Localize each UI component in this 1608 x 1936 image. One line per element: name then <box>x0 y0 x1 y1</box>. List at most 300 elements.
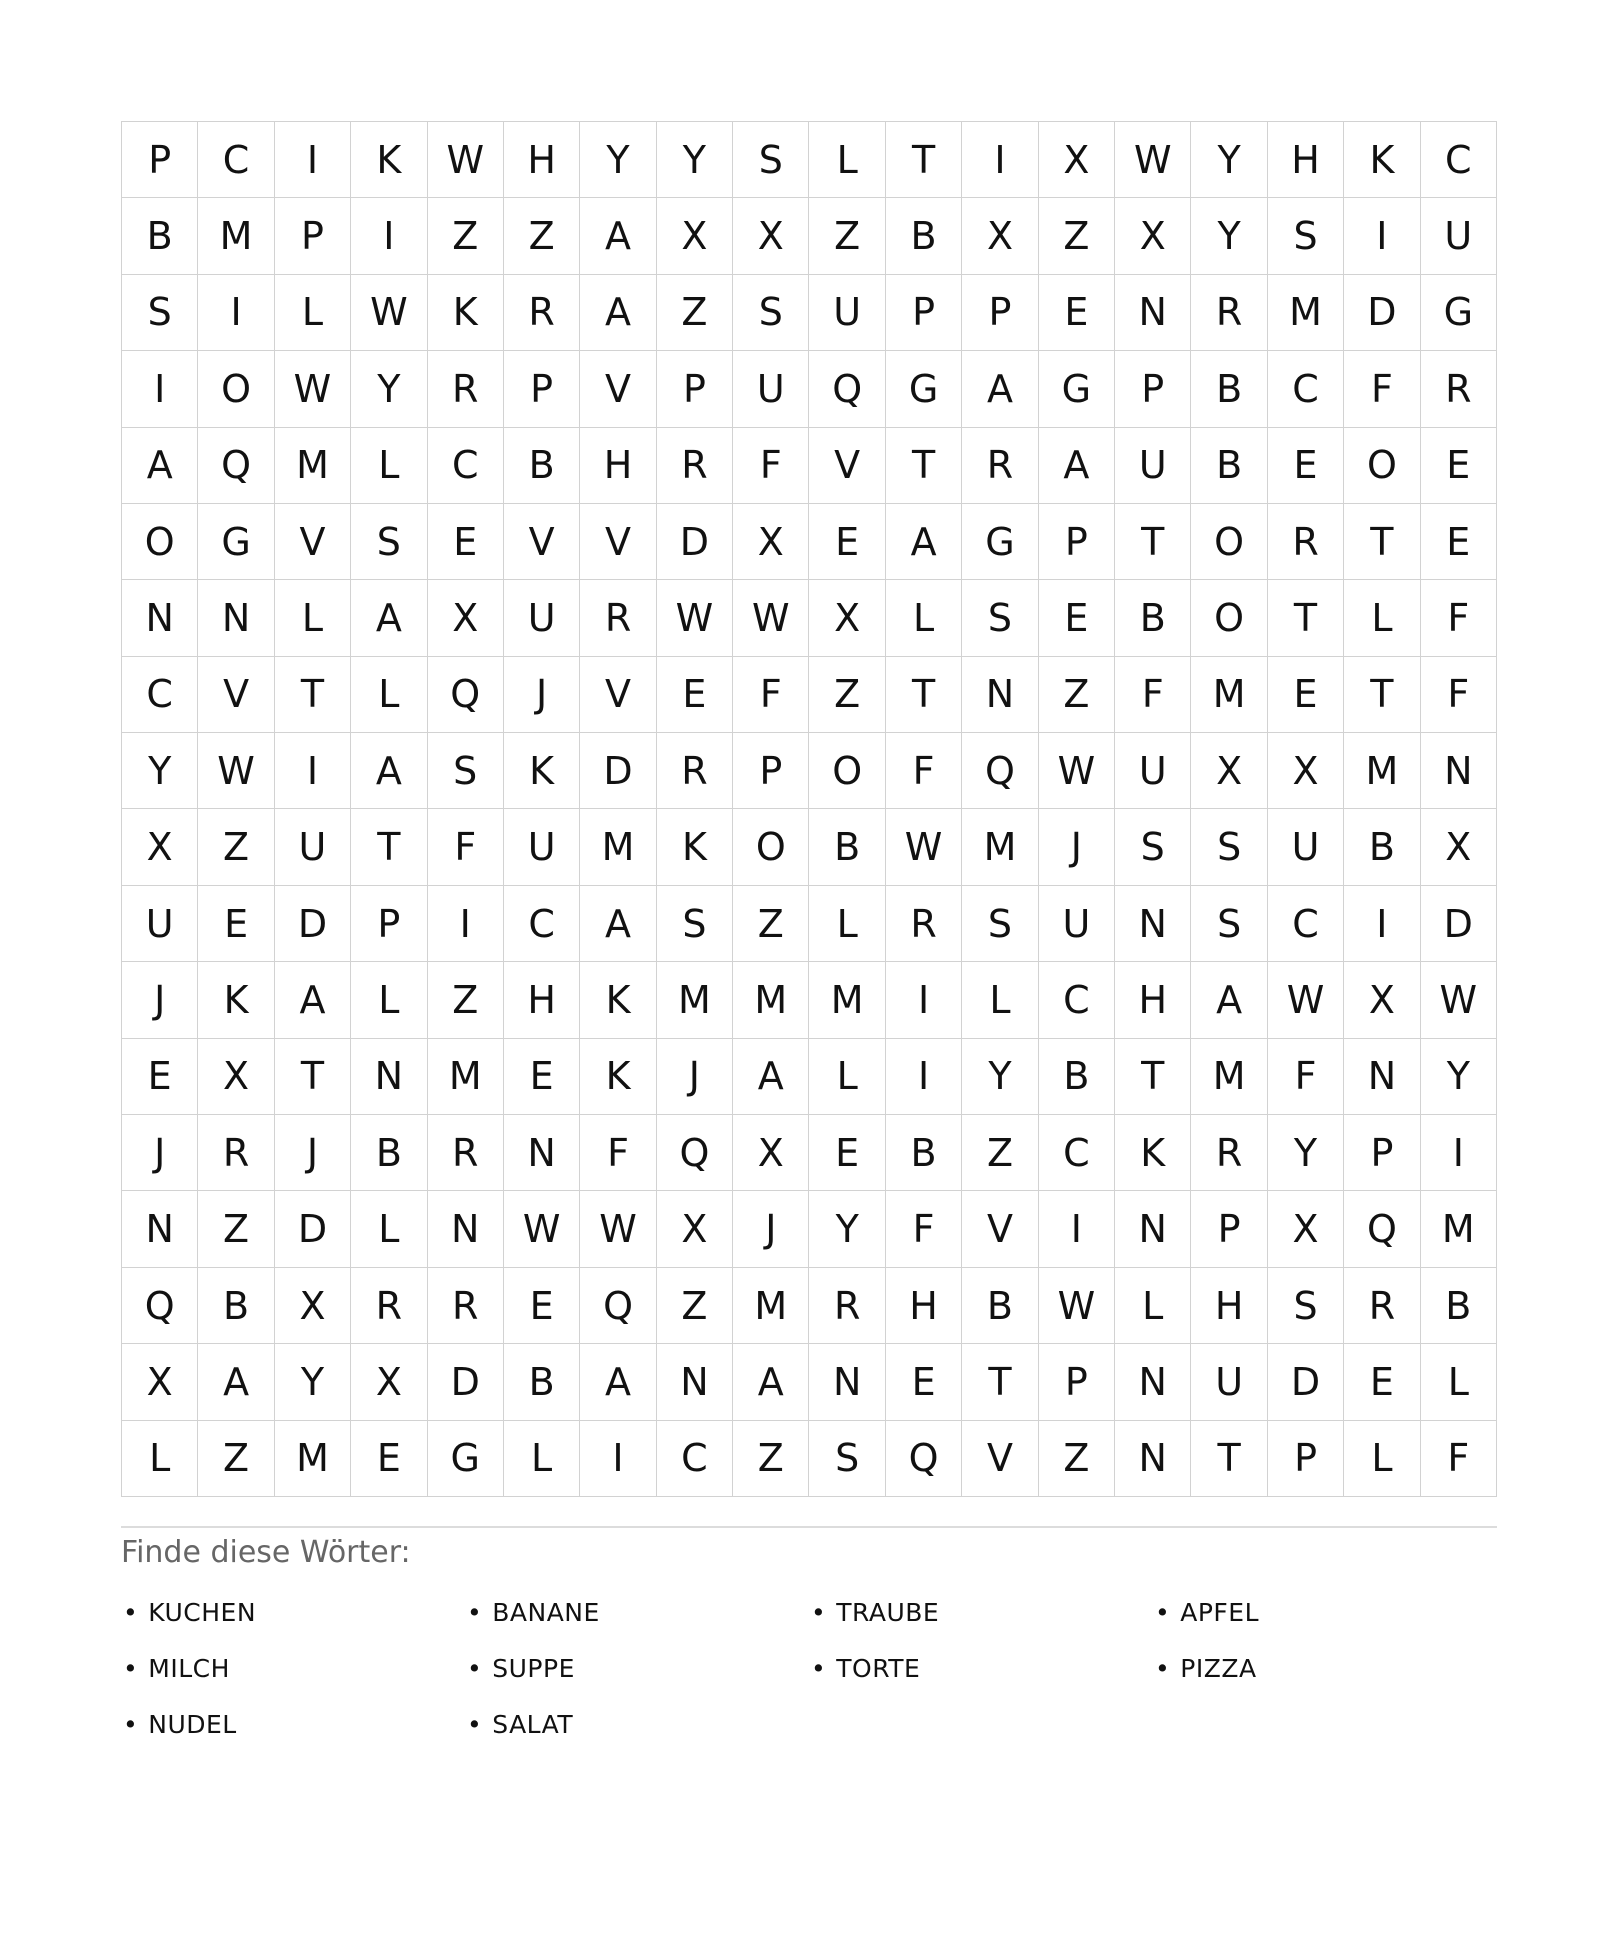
grid-cell[interactable]: P <box>886 275 962 351</box>
grid-cell[interactable]: I <box>275 122 351 198</box>
grid-cell[interactable]: N <box>1115 275 1191 351</box>
grid-cell[interactable]: K <box>657 809 733 885</box>
grid-cell[interactable]: L <box>886 580 962 656</box>
grid-cell[interactable]: Z <box>733 886 809 962</box>
grid-cell[interactable]: F <box>1421 580 1497 656</box>
grid-cell[interactable]: Q <box>809 351 885 427</box>
grid-cell[interactable]: A <box>886 504 962 580</box>
grid-cell[interactable]: P <box>1039 1344 1115 1420</box>
grid-cell[interactable]: Z <box>657 275 733 351</box>
grid-cell[interactable]: Z <box>1039 1421 1115 1497</box>
grid-cell[interactable]: S <box>1191 809 1267 885</box>
grid-cell[interactable]: O <box>809 733 885 809</box>
grid-cell[interactable]: L <box>275 275 351 351</box>
grid-cell[interactable]: D <box>657 504 733 580</box>
grid-cell[interactable]: O <box>1344 428 1420 504</box>
grid-cell[interactable]: S <box>962 886 1038 962</box>
grid-cell[interactable]: E <box>504 1039 580 1115</box>
grid-cell[interactable]: K <box>504 733 580 809</box>
grid-cell[interactable]: O <box>1191 504 1267 580</box>
grid-cell[interactable]: C <box>1039 962 1115 1038</box>
grid-cell[interactable]: X <box>733 504 809 580</box>
grid-cell[interactable]: F <box>1344 351 1420 427</box>
grid-cell[interactable]: M <box>580 809 656 885</box>
grid-cell[interactable]: L <box>809 1039 885 1115</box>
grid-cell[interactable]: T <box>962 1344 1038 1420</box>
grid-cell[interactable]: F <box>733 657 809 733</box>
grid-cell[interactable]: P <box>1039 504 1115 580</box>
grid-cell[interactable]: X <box>1039 122 1115 198</box>
grid-cell[interactable]: Y <box>809 1191 885 1267</box>
grid-cell[interactable]: L <box>1344 580 1420 656</box>
grid-cell[interactable]: I <box>1039 1191 1115 1267</box>
grid-cell[interactable]: T <box>886 428 962 504</box>
grid-cell[interactable]: J <box>1039 809 1115 885</box>
grid-cell[interactable]: S <box>351 504 427 580</box>
grid-cell[interactable]: K <box>580 962 656 1038</box>
grid-cell[interactable]: L <box>1344 1421 1420 1497</box>
grid-cell[interactable]: V <box>198 657 274 733</box>
grid-cell[interactable]: T <box>275 1039 351 1115</box>
grid-cell[interactable]: I <box>428 886 504 962</box>
grid-cell[interactable]: G <box>886 351 962 427</box>
grid-cell[interactable]: R <box>657 428 733 504</box>
grid-cell[interactable]: Y <box>1191 198 1267 274</box>
grid-cell[interactable]: A <box>580 275 656 351</box>
grid-cell[interactable]: O <box>733 809 809 885</box>
grid-cell[interactable]: W <box>733 580 809 656</box>
grid-cell[interactable]: R <box>962 428 1038 504</box>
grid-cell[interactable]: M <box>1268 275 1344 351</box>
grid-cell[interactable]: G <box>1421 275 1497 351</box>
grid-cell[interactable]: N <box>809 1344 885 1420</box>
grid-cell[interactable]: B <box>962 1268 1038 1344</box>
grid-cell[interactable]: M <box>733 1268 809 1344</box>
grid-cell[interactable]: B <box>886 1115 962 1191</box>
grid-cell[interactable]: X <box>733 1115 809 1191</box>
grid-cell[interactable]: E <box>1421 504 1497 580</box>
grid-cell[interactable]: W <box>351 275 427 351</box>
grid-cell[interactable]: Q <box>198 428 274 504</box>
grid-cell[interactable]: B <box>1191 351 1267 427</box>
grid-cell[interactable]: I <box>1344 198 1420 274</box>
grid-cell[interactable]: B <box>1039 1039 1115 1115</box>
grid-cell[interactable]: Z <box>733 1421 809 1497</box>
grid-cell[interactable]: X <box>122 809 198 885</box>
grid-cell[interactable]: X <box>657 198 733 274</box>
grid-cell[interactable]: P <box>1344 1115 1420 1191</box>
grid-cell[interactable]: U <box>1115 428 1191 504</box>
grid-cell[interactable]: E <box>1268 428 1344 504</box>
grid-cell[interactable]: P <box>733 733 809 809</box>
grid-cell[interactable]: W <box>1421 962 1497 1038</box>
grid-cell[interactable]: Z <box>428 198 504 274</box>
grid-cell[interactable]: B <box>1421 1268 1497 1344</box>
grid-cell[interactable]: W <box>198 733 274 809</box>
grid-cell[interactable]: E <box>657 657 733 733</box>
grid-cell[interactable]: N <box>351 1039 427 1115</box>
grid-cell[interactable]: T <box>1344 657 1420 733</box>
grid-cell[interactable]: Y <box>1268 1115 1344 1191</box>
grid-cell[interactable]: O <box>1191 580 1267 656</box>
grid-cell[interactable]: P <box>1268 1421 1344 1497</box>
grid-cell[interactable]: E <box>504 1268 580 1344</box>
grid-cell[interactable]: N <box>428 1191 504 1267</box>
grid-cell[interactable]: A <box>351 580 427 656</box>
grid-cell[interactable]: N <box>657 1344 733 1420</box>
grid-cell[interactable]: Q <box>122 1268 198 1344</box>
grid-cell[interactable]: K <box>1344 122 1420 198</box>
grid-cell[interactable]: L <box>809 122 885 198</box>
grid-cell[interactable]: J <box>122 1115 198 1191</box>
grid-cell[interactable]: A <box>580 886 656 962</box>
grid-cell[interactable]: Z <box>1039 198 1115 274</box>
grid-cell[interactable]: W <box>275 351 351 427</box>
grid-cell[interactable]: D <box>428 1344 504 1420</box>
grid-cell[interactable]: R <box>1421 351 1497 427</box>
grid-cell[interactable]: U <box>122 886 198 962</box>
grid-cell[interactable]: Z <box>657 1268 733 1344</box>
grid-cell[interactable]: F <box>1421 657 1497 733</box>
grid-cell[interactable]: N <box>122 580 198 656</box>
grid-cell[interactable]: E <box>198 886 274 962</box>
grid-cell[interactable]: A <box>198 1344 274 1420</box>
grid-cell[interactable]: X <box>733 198 809 274</box>
grid-cell[interactable]: R <box>504 275 580 351</box>
grid-cell[interactable]: B <box>809 809 885 885</box>
grid-cell[interactable]: W <box>657 580 733 656</box>
grid-cell[interactable]: L <box>962 962 1038 1038</box>
grid-cell[interactable]: X <box>122 1344 198 1420</box>
grid-cell[interactable]: W <box>428 122 504 198</box>
grid-cell[interactable]: V <box>504 504 580 580</box>
grid-cell[interactable]: K <box>1115 1115 1191 1191</box>
grid-cell[interactable]: Y <box>1191 122 1267 198</box>
grid-cell[interactable]: X <box>1268 1191 1344 1267</box>
grid-cell[interactable]: R <box>657 733 733 809</box>
grid-cell[interactable]: H <box>886 1268 962 1344</box>
grid-cell[interactable]: I <box>886 962 962 1038</box>
grid-cell[interactable]: M <box>275 1421 351 1497</box>
grid-cell[interactable]: A <box>962 351 1038 427</box>
grid-cell[interactable]: X <box>275 1268 351 1344</box>
grid-cell[interactable]: Q <box>886 1421 962 1497</box>
grid-cell[interactable]: D <box>275 1191 351 1267</box>
grid-cell[interactable]: D <box>1344 275 1420 351</box>
grid-cell[interactable]: Z <box>1039 657 1115 733</box>
grid-cell[interactable]: K <box>198 962 274 1038</box>
grid-cell[interactable]: X <box>1421 809 1497 885</box>
grid-cell[interactable]: L <box>1115 1268 1191 1344</box>
grid-cell[interactable]: P <box>122 122 198 198</box>
grid-cell[interactable]: W <box>886 809 962 885</box>
grid-cell[interactable]: M <box>428 1039 504 1115</box>
grid-cell[interactable]: U <box>504 809 580 885</box>
grid-cell[interactable]: I <box>275 733 351 809</box>
grid-cell[interactable]: R <box>1191 1115 1267 1191</box>
grid-cell[interactable]: P <box>275 198 351 274</box>
grid-cell[interactable]: M <box>1421 1191 1497 1267</box>
grid-cell[interactable]: R <box>428 1268 504 1344</box>
grid-cell[interactable]: K <box>351 122 427 198</box>
grid-cell[interactable]: A <box>1191 962 1267 1038</box>
grid-cell[interactable]: D <box>1268 1344 1344 1420</box>
grid-cell[interactable]: X <box>198 1039 274 1115</box>
grid-cell[interactable]: E <box>1421 428 1497 504</box>
grid-cell[interactable]: K <box>580 1039 656 1115</box>
grid-cell[interactable]: Y <box>657 122 733 198</box>
grid-cell[interactable]: D <box>1421 886 1497 962</box>
grid-cell[interactable]: I <box>1421 1115 1497 1191</box>
grid-cell[interactable]: U <box>1421 198 1497 274</box>
grid-cell[interactable]: B <box>1115 580 1191 656</box>
grid-cell[interactable]: B <box>886 198 962 274</box>
grid-cell[interactable]: P <box>504 351 580 427</box>
grid-cell[interactable]: X <box>962 198 1038 274</box>
grid-cell[interactable]: I <box>962 122 1038 198</box>
grid-cell[interactable]: L <box>351 657 427 733</box>
grid-cell[interactable]: W <box>1268 962 1344 1038</box>
grid-cell[interactable]: S <box>809 1421 885 1497</box>
grid-cell[interactable]: A <box>275 962 351 1038</box>
grid-cell[interactable]: W <box>580 1191 656 1267</box>
grid-cell[interactable]: M <box>733 962 809 1038</box>
grid-cell[interactable]: R <box>1268 504 1344 580</box>
grid-cell[interactable]: X <box>428 580 504 656</box>
grid-cell[interactable]: H <box>504 962 580 1038</box>
grid-cell[interactable]: S <box>962 580 1038 656</box>
grid-cell[interactable]: M <box>1344 733 1420 809</box>
grid-cell[interactable]: L <box>504 1421 580 1497</box>
grid-cell[interactable]: C <box>198 122 274 198</box>
grid-cell[interactable]: R <box>1191 275 1267 351</box>
grid-cell[interactable]: P <box>657 351 733 427</box>
grid-cell[interactable]: B <box>122 198 198 274</box>
grid-cell[interactable]: T <box>351 809 427 885</box>
grid-cell[interactable]: N <box>1344 1039 1420 1115</box>
grid-cell[interactable]: O <box>198 351 274 427</box>
grid-cell[interactable]: C <box>1268 886 1344 962</box>
grid-cell[interactable]: O <box>122 504 198 580</box>
grid-cell[interactable]: R <box>428 351 504 427</box>
grid-cell[interactable]: Z <box>198 1421 274 1497</box>
grid-cell[interactable]: B <box>1191 428 1267 504</box>
grid-cell[interactable]: H <box>1115 962 1191 1038</box>
grid-cell[interactable]: A <box>1039 428 1115 504</box>
grid-cell[interactable]: W <box>1039 1268 1115 1344</box>
grid-cell[interactable]: X <box>657 1191 733 1267</box>
grid-cell[interactable]: S <box>122 275 198 351</box>
grid-cell[interactable]: G <box>1039 351 1115 427</box>
grid-cell[interactable]: S <box>428 733 504 809</box>
grid-cell[interactable]: N <box>1115 886 1191 962</box>
grid-cell[interactable]: S <box>1268 1268 1344 1344</box>
grid-cell[interactable]: R <box>580 580 656 656</box>
grid-cell[interactable]: U <box>1115 733 1191 809</box>
grid-cell[interactable]: I <box>351 198 427 274</box>
grid-cell[interactable]: Z <box>198 1191 274 1267</box>
grid-cell[interactable]: Q <box>428 657 504 733</box>
grid-cell[interactable]: G <box>962 504 1038 580</box>
grid-cell[interactable]: F <box>886 1191 962 1267</box>
grid-cell[interactable]: R <box>351 1268 427 1344</box>
grid-cell[interactable]: F <box>886 733 962 809</box>
grid-cell[interactable]: K <box>428 275 504 351</box>
grid-cell[interactable]: X <box>809 580 885 656</box>
grid-cell[interactable]: L <box>809 886 885 962</box>
grid-cell[interactable]: G <box>428 1421 504 1497</box>
grid-cell[interactable]: C <box>428 428 504 504</box>
grid-cell[interactable]: T <box>886 122 962 198</box>
grid-cell[interactable]: P <box>1191 1191 1267 1267</box>
grid-cell[interactable]: V <box>580 657 656 733</box>
grid-cell[interactable]: F <box>1421 1421 1497 1497</box>
grid-cell[interactable]: N <box>962 657 1038 733</box>
grid-cell[interactable]: C <box>1039 1115 1115 1191</box>
grid-cell[interactable]: Y <box>122 733 198 809</box>
grid-cell[interactable]: F <box>1268 1039 1344 1115</box>
grid-cell[interactable]: L <box>351 1191 427 1267</box>
grid-cell[interactable]: X <box>1115 198 1191 274</box>
grid-cell[interactable]: Z <box>809 657 885 733</box>
grid-cell[interactable]: A <box>580 198 656 274</box>
grid-cell[interactable]: V <box>962 1421 1038 1497</box>
grid-cell[interactable]: R <box>809 1268 885 1344</box>
grid-cell[interactable]: A <box>733 1344 809 1420</box>
grid-cell[interactable]: H <box>504 122 580 198</box>
grid-cell[interactable]: V <box>580 504 656 580</box>
grid-cell[interactable]: B <box>198 1268 274 1344</box>
grid-cell[interactable]: V <box>809 428 885 504</box>
grid-cell[interactable]: M <box>198 198 274 274</box>
grid-cell[interactable]: V <box>275 504 351 580</box>
grid-cell[interactable]: T <box>1268 580 1344 656</box>
grid-cell[interactable]: L <box>351 962 427 1038</box>
grid-cell[interactable]: C <box>657 1421 733 1497</box>
grid-cell[interactable]: Y <box>580 122 656 198</box>
grid-cell[interactable]: U <box>504 580 580 656</box>
grid-cell[interactable]: F <box>733 428 809 504</box>
grid-cell[interactable]: W <box>1039 733 1115 809</box>
grid-cell[interactable]: Z <box>198 809 274 885</box>
grid-cell[interactable]: A <box>580 1344 656 1420</box>
grid-cell[interactable]: I <box>198 275 274 351</box>
grid-cell[interactable]: Q <box>580 1268 656 1344</box>
grid-cell[interactable]: X <box>351 1344 427 1420</box>
grid-cell[interactable]: N <box>1115 1421 1191 1497</box>
grid-cell[interactable]: U <box>809 275 885 351</box>
grid-cell[interactable]: M <box>275 428 351 504</box>
grid-cell[interactable]: Z <box>428 962 504 1038</box>
grid-cell[interactable]: S <box>733 275 809 351</box>
grid-cell[interactable]: Y <box>275 1344 351 1420</box>
grid-cell[interactable]: J <box>122 962 198 1038</box>
grid-cell[interactable]: E <box>1344 1344 1420 1420</box>
grid-cell[interactable]: W <box>504 1191 580 1267</box>
grid-cell[interactable]: L <box>351 428 427 504</box>
grid-cell[interactable]: J <box>275 1115 351 1191</box>
grid-cell[interactable]: S <box>1191 886 1267 962</box>
grid-cell[interactable]: C <box>1421 122 1497 198</box>
grid-cell[interactable]: L <box>122 1421 198 1497</box>
grid-cell[interactable]: W <box>1115 122 1191 198</box>
grid-cell[interactable]: S <box>733 122 809 198</box>
grid-cell[interactable]: C <box>1268 351 1344 427</box>
grid-cell[interactable]: D <box>275 886 351 962</box>
grid-cell[interactable]: C <box>504 886 580 962</box>
grid-cell[interactable]: M <box>962 809 1038 885</box>
grid-cell[interactable]: H <box>1268 122 1344 198</box>
grid-cell[interactable]: Q <box>657 1115 733 1191</box>
grid-cell[interactable]: P <box>351 886 427 962</box>
grid-cell[interactable]: Y <box>962 1039 1038 1115</box>
grid-cell[interactable]: H <box>580 428 656 504</box>
grid-cell[interactable]: L <box>275 580 351 656</box>
grid-cell[interactable]: E <box>809 1115 885 1191</box>
grid-cell[interactable]: S <box>1268 198 1344 274</box>
grid-cell[interactable]: N <box>504 1115 580 1191</box>
grid-cell[interactable]: V <box>580 351 656 427</box>
grid-cell[interactable]: N <box>122 1191 198 1267</box>
grid-cell[interactable]: L <box>1421 1344 1497 1420</box>
grid-cell[interactable]: U <box>733 351 809 427</box>
grid-cell[interactable]: E <box>1039 580 1115 656</box>
grid-cell[interactable]: R <box>428 1115 504 1191</box>
grid-cell[interactable]: S <box>1115 809 1191 885</box>
grid-cell[interactable]: B <box>351 1115 427 1191</box>
grid-cell[interactable]: N <box>1115 1344 1191 1420</box>
grid-cell[interactable]: T <box>1344 504 1420 580</box>
grid-cell[interactable]: F <box>580 1115 656 1191</box>
grid-cell[interactable]: E <box>1039 275 1115 351</box>
grid-cell[interactable]: P <box>1115 351 1191 427</box>
grid-cell[interactable]: J <box>733 1191 809 1267</box>
grid-cell[interactable]: Q <box>1344 1191 1420 1267</box>
grid-cell[interactable]: F <box>1115 657 1191 733</box>
grid-cell[interactable]: S <box>657 886 733 962</box>
grid-cell[interactable]: E <box>351 1421 427 1497</box>
grid-cell[interactable]: U <box>1191 1344 1267 1420</box>
grid-cell[interactable]: Z <box>809 198 885 274</box>
grid-cell[interactable]: E <box>1268 657 1344 733</box>
grid-cell[interactable]: E <box>809 504 885 580</box>
grid-cell[interactable]: M <box>657 962 733 1038</box>
grid-cell[interactable]: F <box>428 809 504 885</box>
grid-cell[interactable]: B <box>504 428 580 504</box>
grid-cell[interactable]: X <box>1268 733 1344 809</box>
grid-cell[interactable]: B <box>1344 809 1420 885</box>
grid-cell[interactable]: Y <box>351 351 427 427</box>
grid-cell[interactable]: A <box>733 1039 809 1115</box>
grid-cell[interactable]: X <box>1191 733 1267 809</box>
grid-cell[interactable]: U <box>1268 809 1344 885</box>
grid-cell[interactable]: J <box>657 1039 733 1115</box>
grid-cell[interactable]: Z <box>504 198 580 274</box>
grid-cell[interactable]: T <box>275 657 351 733</box>
grid-cell[interactable]: H <box>1191 1268 1267 1344</box>
grid-cell[interactable]: I <box>580 1421 656 1497</box>
grid-cell[interactable]: E <box>428 504 504 580</box>
grid-cell[interactable]: J <box>504 657 580 733</box>
grid-cell[interactable]: Q <box>962 733 1038 809</box>
grid-cell[interactable]: U <box>1039 886 1115 962</box>
grid-cell[interactable]: M <box>1191 657 1267 733</box>
grid-cell[interactable]: N <box>1115 1191 1191 1267</box>
grid-cell[interactable]: A <box>351 733 427 809</box>
grid-cell[interactable]: M <box>809 962 885 1038</box>
grid-cell[interactable]: D <box>580 733 656 809</box>
grid-cell[interactable]: U <box>275 809 351 885</box>
